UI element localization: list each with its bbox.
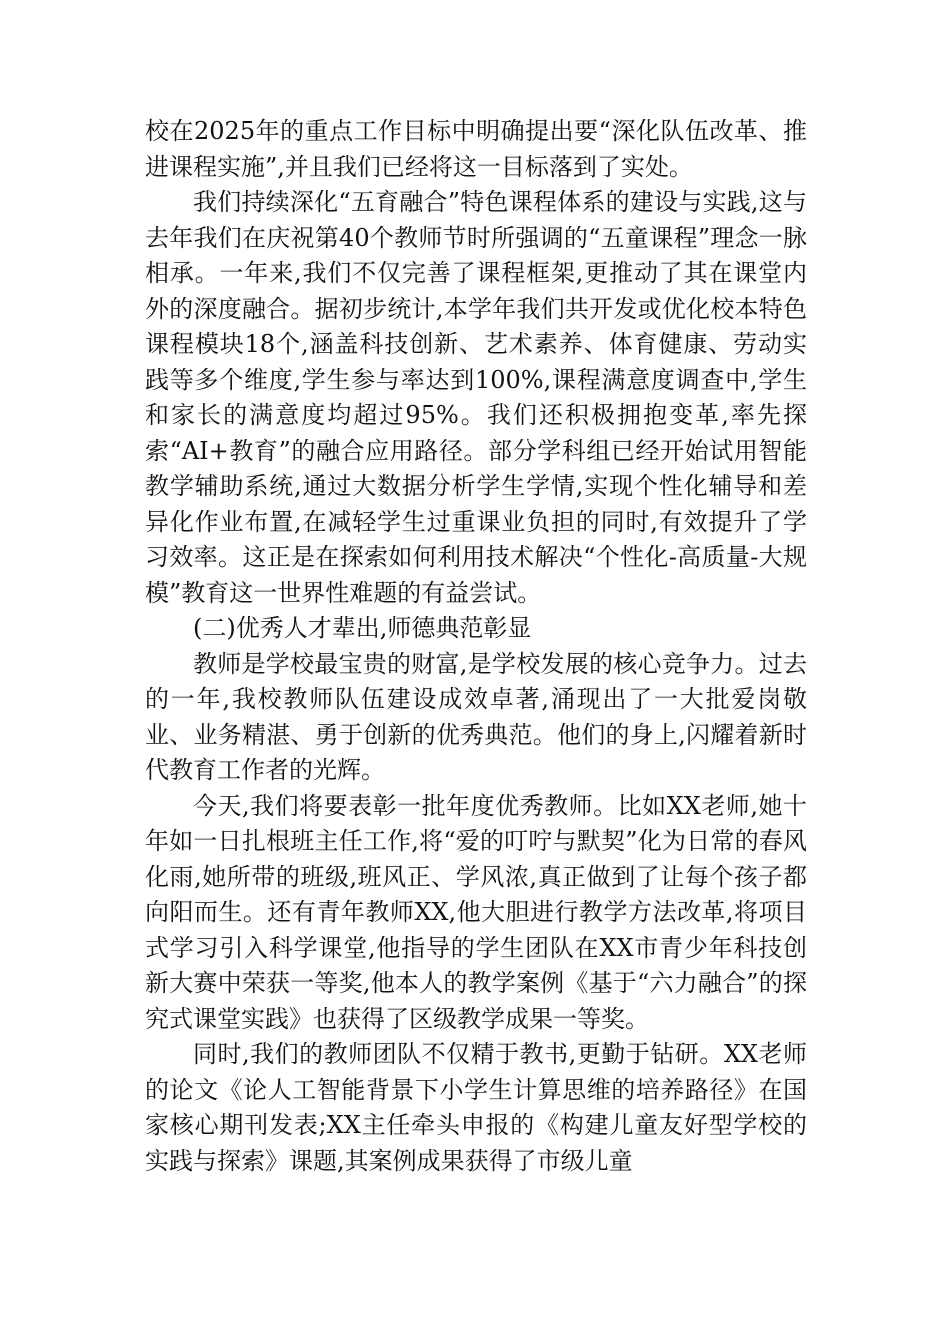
paragraph-teachers: 教师是学校最宝贵的财富,是学校发展的核心竞争力。过去的一年,我校教师队伍建设成效卓著,涌现出了一大批爱岗敬业、业务精湛、勇于创新的优秀典范。他们的身上,闪耀着新时代教育工作者的光辉。 [145, 649, 807, 784]
paragraph-awards: 今天,我们将要表彰一批年度优秀教师。比如XX老师,她十年如一日扎根班主任工作,将“爱的叮咛与默契”化为日常的春风化雨,她所带的班级,班风正、学风浓,真正做到了让每个孩子都向阳而生。还有青年教师XX,他大胆进行教学方法改革,将项目式学习引入科学课堂,他指导的学生团队在XX市青少年科技创新大赛中荣获一等奖,他本人的教学案例《基于“六力融合”的探究式课堂实践》也获得了区级教学成果一等奖。 [145, 791, 807, 1033]
document-page [145, 114, 807, 1179]
paragraph-continuation: 校在2025年的重点工作目标中明确提出要“深化队伍改革、推进课程实施”,并且我们已经将这一目标落到了实处。 [145, 117, 807, 181]
paragraph-curriculum: 我们持续深化“五育融合”特色课程体系的建设与实践,这与去年我们在庆祝第40个教师节时所强调的“五童课程”理念一脉相承。一年来,我们不仅完善了课程框架,更推动了其在课堂内外的深度融合。据初步统计,本学年我们共开发或优化校本特色课程模块18个,涵盖科技创新、艺术素养、体育健康、劳动实践等多个维度,学生参与率达到100%,课程满意度调查中,学生和家长的满意度均超过95%。我们还积极拥抱变革,率先探索“AI+教育”的融合应用路径。部分学科组已经开始试用智能教学辅助系统,通过大数据分析学生学情,实现个性化辅导和差异化作业布置,在减轻学生过重课业负担的同时,有效提升了学习效率。这正是在探索如何利用技术解决“个性化-高质量-大规模”教育这一世界性难题的有益尝试。 [145, 188, 807, 607]
section-heading: (二)优秀人才辈出,师德典范彰显 [193, 614, 532, 642]
paragraph-research: 同时,我们的教师团队不仅精于教书,更勤于钻研。XX老师的论文《论人工智能背景下小学生计算思维的培养路径》在国家核心期刊发表;XX主任牵头申报的《构建儿童友好型学校的实践与探索》课题,其案例成果获得了市级儿童 [145, 1040, 807, 1175]
